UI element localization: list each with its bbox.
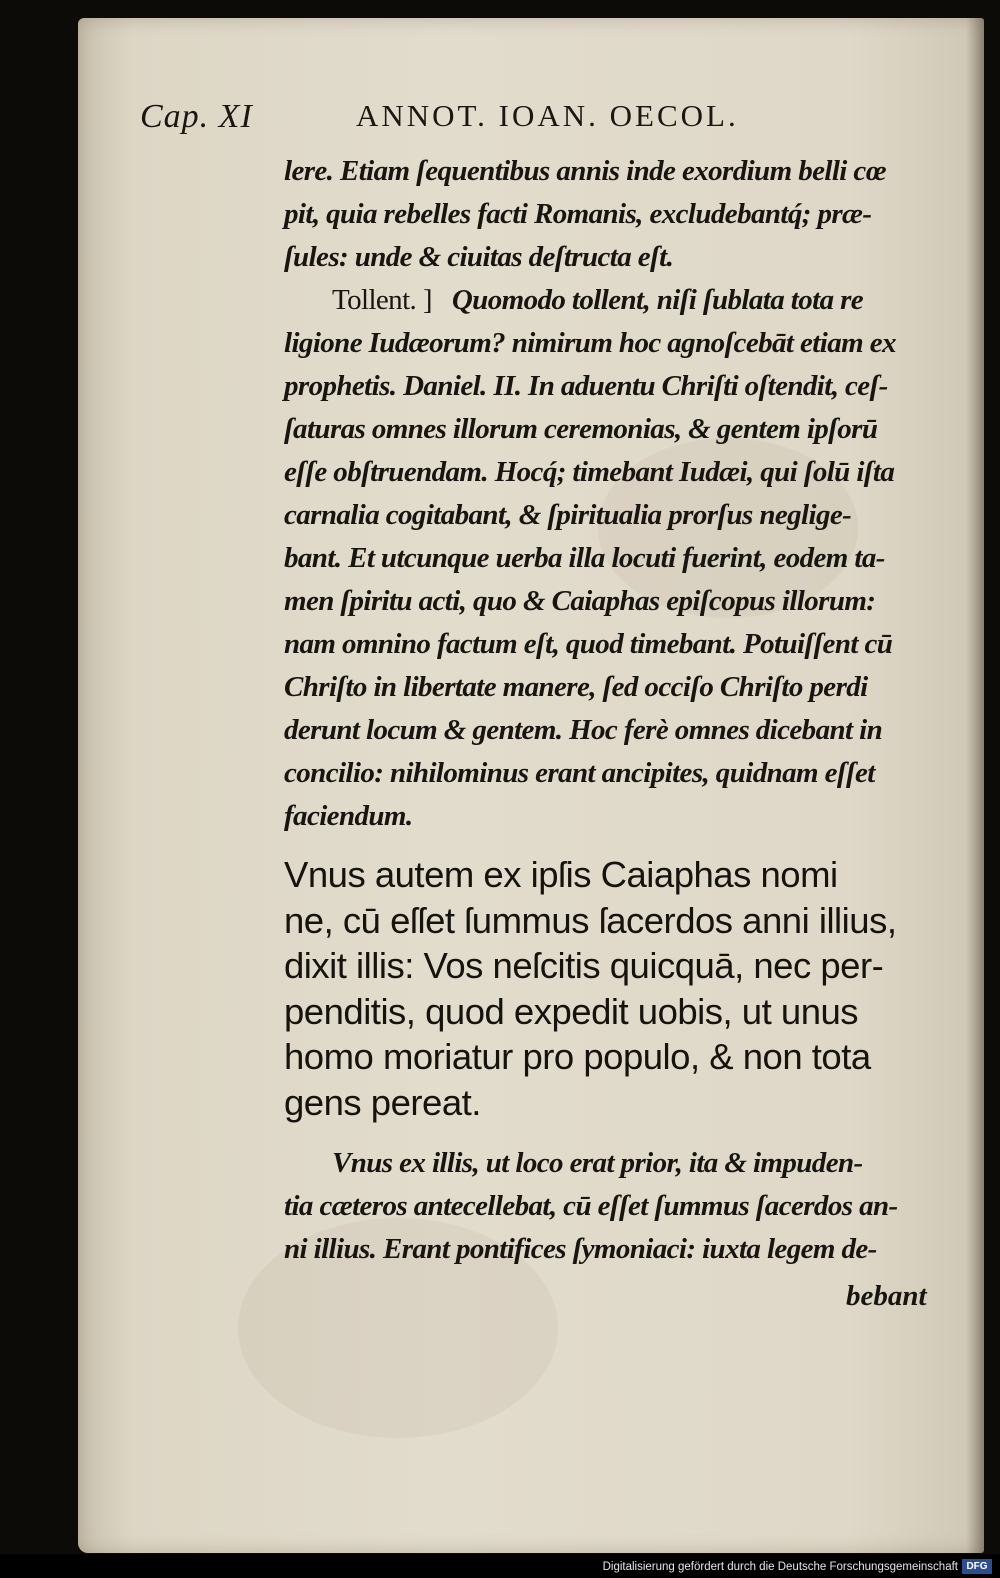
text-line: ſaturas omnes illorum ceremonias, & gentem ipſorū (284, 413, 878, 445)
catchword: bebant (846, 1280, 927, 1312)
text-segment: Quomodo tollent, niſi ſublata tota re (451, 284, 864, 316)
scripture-line: penditis, quod expedit uobis, ut unus (284, 990, 859, 1032)
scripture-line: homo moriatur pro populo, & non tota (284, 1036, 871, 1077)
text-line-with-lemma (284, 279, 944, 322)
running-head (140, 98, 840, 142)
text-line: carnalia cogitabant, & ſpiritualia prorſus neglige- (284, 499, 852, 531)
scripture-line: ne, cū eſſet ſummus ſacerdos anni illius, (284, 899, 897, 941)
scripture-passage (284, 852, 944, 1125)
chapter-number: Cap. XI (140, 98, 253, 135)
page-edge-shadow (966, 18, 984, 1553)
commentary-block-bottom (284, 1142, 944, 1271)
scripture-line: gens pereat. (284, 1081, 481, 1123)
text-line: nam omnino factum eſt, quod timebant. Potuiſſent cū (284, 628, 893, 660)
text-line: prophetis. Daniel. II. In aduentu Chriſti oſtendit, ceſ- (284, 370, 888, 402)
commentary-block-top (284, 150, 944, 838)
text-line: faciendum. (284, 800, 413, 832)
scripture-line: Vnus autem ex ipſis Caiaphas nomi (284, 854, 838, 895)
text-line: pit, quia rebelles facti Romanis, excludebantq́; præ- (284, 198, 872, 230)
text-line: Vnus ex illis, ut loco erat prior, ita & impuden- (332, 1147, 863, 1179)
text-line: bant. Et utcunque uerba illa locuti fuerint, eodem ta- (284, 542, 885, 574)
lemma-tollent: Tollent. ] (332, 284, 432, 316)
text-line: men ſpiritu acti, quo & Caiaphas epiſcopus illorum: (284, 585, 876, 617)
text-line: tia cæteros antecellebat, cū eſſet ſummus ſacerdos an- (284, 1190, 898, 1222)
scripture-line: dixit illis: Vos neſcitis quicquā, nec per- (284, 945, 884, 986)
text-line: lere. Etiam ſequentibus annis inde exordium belli cœ (284, 155, 887, 187)
text-line: ſules: unde & ciuitas deſtructa eſt. (284, 241, 674, 273)
text-line: ligione Iudæorum? nimirum hoc agnoſcebāt etiam ex (284, 327, 896, 359)
text-line: ni illius. Erant pontifices ſymoniaci: iuxta legem de- (284, 1233, 877, 1265)
text-line: Chriſto in libertate manere, ſed occiſo Chriſto perdi (284, 671, 868, 703)
dfg-logo-icon: DFG (962, 1559, 992, 1574)
text-line: concilio: nihilominus erant ancipites, quidnam eſſet (284, 757, 875, 789)
digitization-footer (0, 1554, 1000, 1578)
text-line: eſſe obſtruendam. Hocq́; timebant Iudæi, qui ſolū iſta (284, 456, 895, 488)
text-line: derunt locum & gentem. Hoc ferè omnes dicebant in (284, 714, 883, 746)
running-title: ANNOT. IOAN. OECOL. (356, 98, 739, 133)
funding-credit: Digitalisierung gefördert durch die Deutsche Forschungsgemeinschaft (602, 1561, 958, 1573)
